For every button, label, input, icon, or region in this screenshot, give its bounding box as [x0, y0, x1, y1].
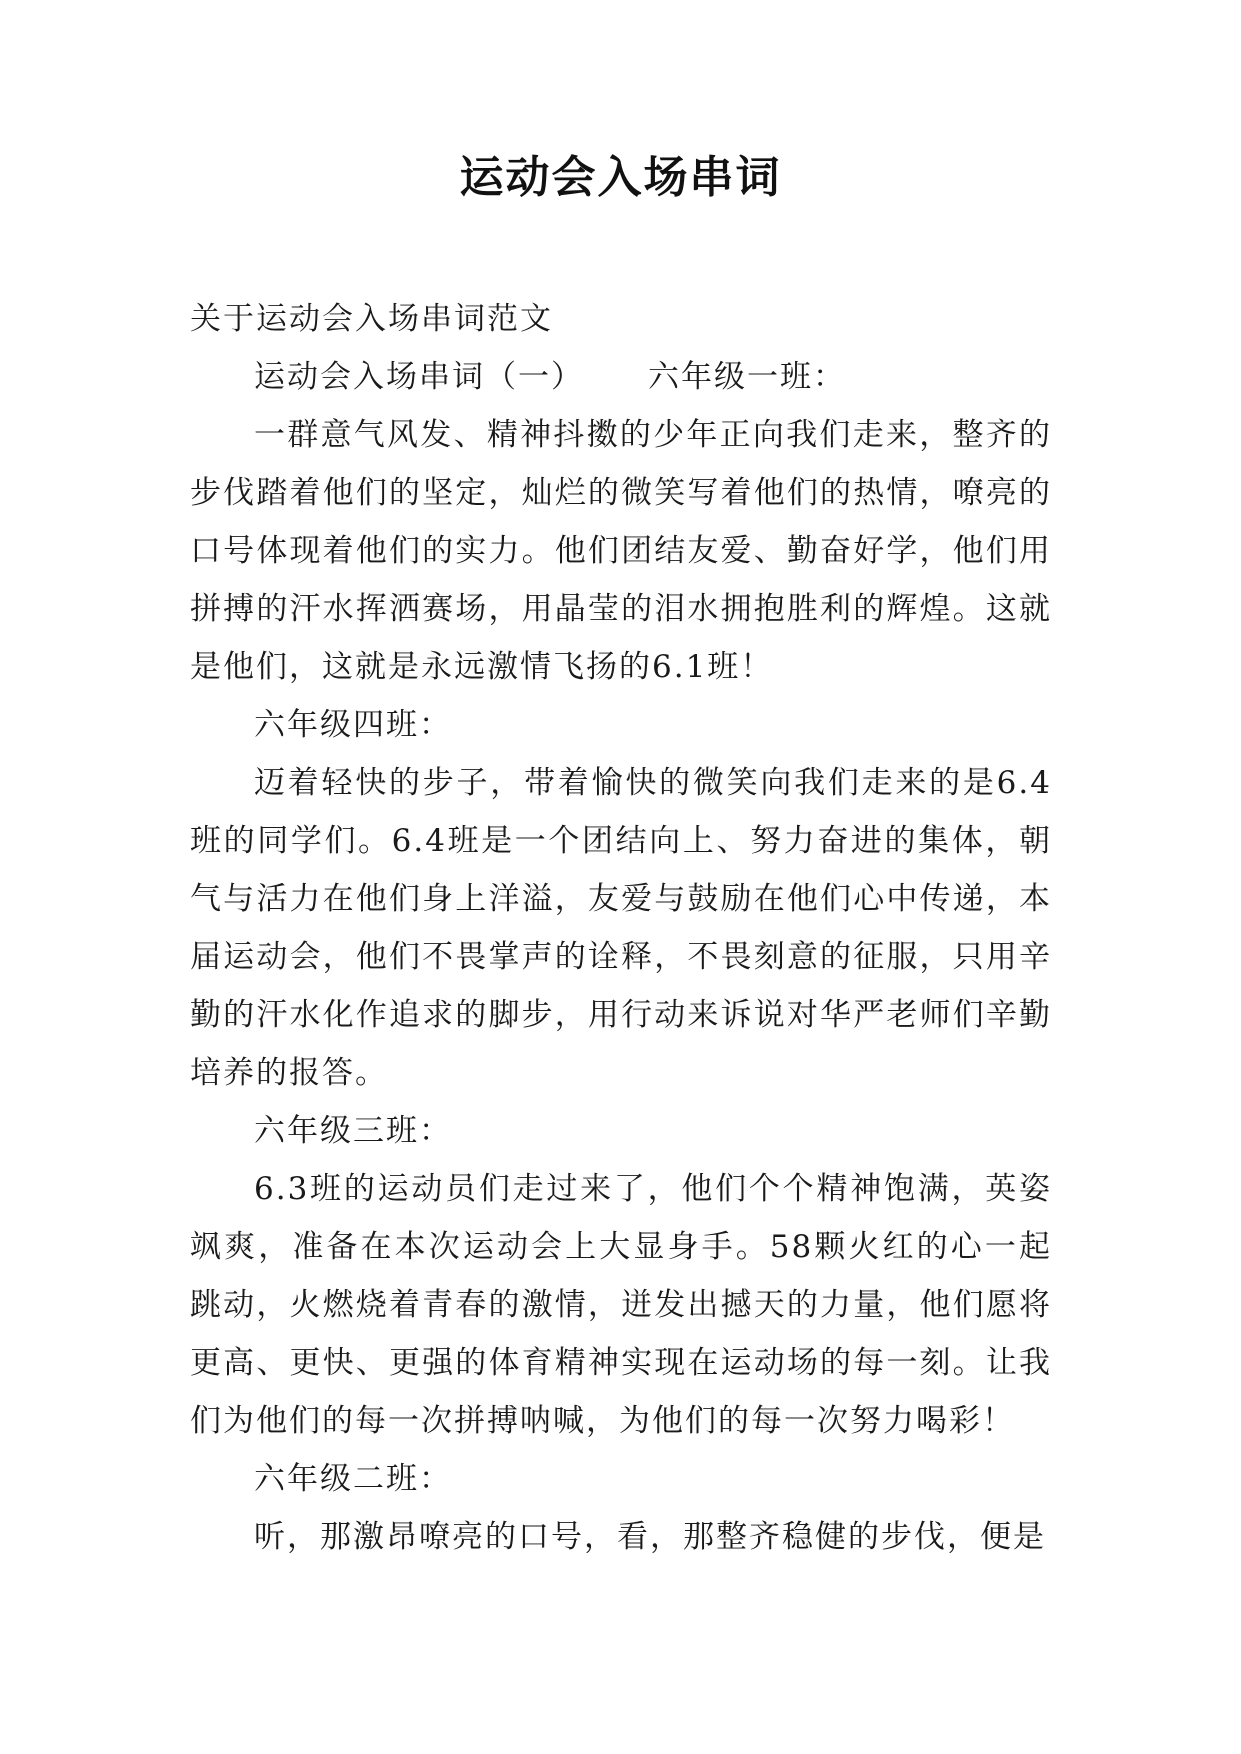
document-body [190, 290, 1052, 1566]
paragraph-class-6-1: 一群意气风发、精神抖擞的少年正向我们走来，整齐的步伐踏着他们的坚定，灿烂的微笑写着他们的热情，嘹亮的口号体现着他们的实力。他们团结友爱、勤奋好学，他们用拼搏的汗水挥洒赛场，用晶莹的泪水拥抱胜利的辉煌。这就是他们，这就是永远激情飞扬的6.1班！ [190, 417, 1052, 685]
section-heading: 运动会入场串词（一） [254, 359, 584, 395]
paragraph-class-6-2: 听，那激昂嘹亮的口号，看，那整齐稳健的步伐，便是 [254, 1519, 1046, 1555]
class-label-6-1: 六年级一班： [648, 359, 846, 395]
class-label-6-4: 六年级四班： [254, 707, 452, 743]
paragraph-class-6-3: 6.3班的运动员们走过来了，他们个个精神饱满，英姿飒爽，准备在本次运动会上大显身手。58颗火红的心一起跳动，火燃烧着青春的激情，迸发出撼天的力量，他们愿将更高、更快、更强的体育精神实现在运动场的每一刻。让我们为他们的每一次拼搏呐喊，为他们的每一次努力喝彩！ [190, 1171, 1052, 1439]
class-label-6-2: 六年级二班： [254, 1461, 452, 1497]
class-label-6-3: 六年级三班： [254, 1113, 452, 1149]
document-title: 运动会入场串词 [459, 152, 782, 203]
intro-line: 关于运动会入场串词范文 [190, 301, 553, 337]
paragraph-class-6-4: 迈着轻快的步子，带着愉快的微笑向我们走来的是6.4班的同学们。6.4班是一个团结向上、努力奋进的集体，朝气与活力在他们身上洋溢，友爱与鼓励在他们心中传递，本届运动会，他们不畏掌声的诠释，不畏刻意的征服，只用辛勤的汗水化作追求的脚步，用行动来诉说对华严老师们辛勤培养的报答。 [190, 765, 1052, 1091]
section-heading-row [190, 348, 1052, 406]
